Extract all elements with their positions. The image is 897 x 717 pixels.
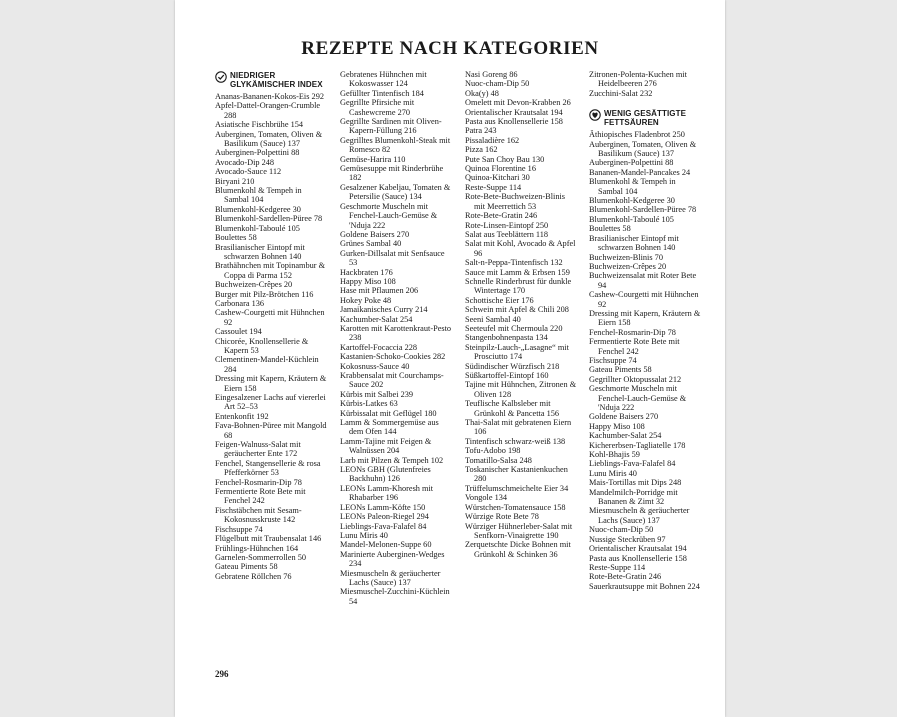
index-entry: Miesmuscheln & geräucherter Lachs (Sauce) 137 [589, 506, 690, 525]
index-entry: Bananen-Mandel-Pancakes 24 [589, 167, 691, 177]
index-entry: Mandel-Melonen-Suppe 60 [340, 540, 432, 550]
index-entry: Krabbensalat mit Courchamps-Sauce 202 [340, 371, 444, 390]
index-entry: Geschmorte Muscheln mit Fenchel-Lauch-Gemüse & 'Nduja 222 [589, 384, 687, 412]
index-entry: Hackbraten 176 [340, 267, 393, 277]
index-entry: Schnelle Rinderbrust für dunkle Wintertage 170 [465, 276, 572, 296]
column-3 [465, 70, 577, 559]
index-entry: Auberginen-Polpettini 88 [215, 148, 300, 158]
index-entry: LEONs GBH (Glutenfreies Backhuhn) 126 [340, 465, 431, 484]
entry-list [340, 70, 452, 606]
index-entry: Salat aus Teeblättern 118 [465, 229, 549, 239]
index-entry: Kürbissalat mit Geflügel 180 [340, 408, 437, 418]
entry-list [465, 70, 577, 559]
index-entry: Nuoc-cham-Dip 50 [465, 79, 530, 89]
index-entry: Buchweizen-Crêpes 20 [589, 261, 667, 271]
section-title-line1: NIEDRIGER [230, 71, 276, 80]
index-entry: Zucchini-Salat 232 [589, 88, 653, 98]
index-entry: Happy Miso 108 [340, 276, 396, 286]
index-entry: Würstchen-Tomatensauce 158 [465, 502, 566, 512]
index-entry: Kürbis mit Salbei 239 [340, 389, 414, 399]
index-entry: Seeteufel mit Chermoula 220 [465, 323, 563, 333]
index-entry: Kohl-Bhajis 59 [589, 450, 640, 460]
index-entry: Gurken-Dillsalat mit Senfsauce 53 [340, 248, 445, 268]
section-title-line2: FETTSÄUREN [604, 118, 659, 128]
index-entry: Blumenkohl & Tempeh in Sambal 104 [589, 177, 676, 196]
index-entry: Salat mit Kohl, Avocado & Apfel 96 [465, 239, 576, 258]
index-entry: Orientalischer Krautsalat 194 [589, 544, 687, 554]
index-entry: Steinpilz-Lauch-„Lasagne“ mit Prosciutto 174 [465, 342, 569, 362]
index-entry: Gegrillte Sardinen mit Oliven-Kapern-Füllung 216 [340, 117, 442, 136]
index-entry: Mandelmilch-Porridge mit Bananen & Zimt 32 [589, 487, 678, 507]
index-entry: Fenchel, Stangensellerie & rosa Pfefferkörner 53 [215, 458, 321, 478]
index-entry: Seeni Sambal 40 [465, 314, 521, 324]
index-entry: Würziger Hühnerleber-Salat mit Senfkorn-Vinaigrette 190 [465, 521, 573, 540]
index-entry: Gateau Piments 58 [589, 365, 652, 375]
index-entry: Entenkonfit 192 [215, 411, 269, 421]
index-entry: Schwein mit Apfel & Chili 208 [465, 305, 569, 315]
index-entry: Quinoa Florentine 16 [465, 164, 536, 174]
index-entry: Gegrillter Oktopussalat 212 [589, 374, 682, 384]
index-entry: Fermentierte Rote Bete mit Fenchel 242 [589, 337, 680, 356]
index-entry: Boulettes 58 [215, 233, 257, 243]
index-entry: Goldene Baisers 270 [340, 229, 410, 239]
index-entry: Lunu Miris 40 [340, 530, 388, 540]
index-entry: Stangenbohnenpasta 134 [465, 333, 548, 343]
index-entry: Dressing mit Kapern, Kräutern & Eiern 158 [215, 374, 327, 393]
section-header-low-glycemic [215, 71, 327, 89]
index-entry: Eingesalzener Lachs auf viererlei Art 52–53 [215, 393, 326, 412]
index-entry: Omelett mit Devon-Krabben 26 [465, 98, 571, 108]
index-entry: Gemüse-Harira 110 [340, 154, 406, 164]
index-entry: Karotten mit Karottenkraut-Pesto 238 [340, 323, 452, 343]
page-number: 296 [215, 669, 229, 679]
index-entry: Brasilianischer Eintopf mit schwarzen Bohnen 140 [215, 242, 305, 261]
index-entry: Nasi Goreng 86 [465, 70, 518, 79]
index-entry: Oka(y) 48 [465, 88, 499, 98]
index-entry: Nussige Steckrüben 97 [589, 534, 666, 544]
index-entry: Tomatillo-Salsa 248 [465, 455, 532, 465]
index-entry: Auberginen, Tomaten, Oliven & Basilikum (Sauce) 137 [589, 139, 697, 159]
index-entry: Patra 243 [465, 126, 497, 136]
index-entry: Zitronen-Polenta-Kuchen mit Heidelbeeren 276 [589, 70, 687, 89]
index-entry: Auberginen, Tomaten, Oliven & Basilikum (Sauce) 137 [215, 129, 323, 149]
index-entry: Vongole 134 [465, 493, 508, 503]
entry-list [589, 130, 701, 591]
index-entry: Sauce mit Lamm & Erbsen 159 [465, 267, 570, 277]
index-entry: Kartoffel-Focaccia 228 [340, 342, 418, 352]
index-entry: Marinierte Auberginen-Wedges 234 [340, 549, 445, 569]
index-entry: Kichererbsen-Tagliatelle 178 [589, 440, 686, 450]
index-entry: Burger mit Pilz-Brötchen 116 [215, 289, 314, 299]
index-entry: Fermentierte Rote Bete mit Fenchel 242 [215, 487, 306, 506]
index-entry: Dressing mit Kapern, Kräutern & Eiern 158 [589, 308, 701, 328]
index-entry: Gegrillte Pfirsiche mit Cashewcreme 270 [340, 98, 415, 117]
index-entry: Buchweizensalat mit Roter Bete 94 [589, 271, 697, 290]
index-entry: Pizza 162 [465, 145, 498, 155]
index-entry: Happy Miso 108 [589, 421, 645, 431]
index-entry: Gegrilltes Blumenkohl-Steak mit Romesco 82 [340, 135, 451, 155]
column-4 [589, 70, 701, 591]
index-entry: Kastanien-Schoko-Cookies 282 [340, 352, 446, 362]
index-entry: Pissaladière 162 [465, 135, 520, 145]
index-entry: Rote-Bete-Gratin 246 [589, 572, 662, 582]
index-entry: Hase mit Pflaumen 206 [340, 286, 419, 296]
section-header-low-saturated-fat [589, 109, 701, 127]
checkmark-circle-icon [215, 71, 227, 83]
index-entry: Fischsuppe 74 [215, 524, 263, 534]
index-entry: Ananas-Bananen-Kokos-Eis 292 [215, 92, 324, 101]
index-entry: Avocado-Dip 248 [215, 157, 275, 167]
index-entry: Fenchel-Rosmarin-Dip 78 [589, 327, 676, 337]
index-entry: Blumenkohl-Taboulé 105 [589, 214, 674, 224]
index-entry: Reste-Suppe 114 [589, 562, 646, 572]
index-entry: Kürbis-Latkes 63 [340, 399, 398, 409]
index-entry: Sauerkrautsuppe mit Bohnen 224 [589, 581, 700, 591]
index-entry: Tofu-Adobo 198 [465, 446, 521, 456]
index-entry: Blumenkohl & Tempeh in Sambal 104 [215, 186, 302, 205]
page-title: REZEPTE NACH KATEGORIEN [301, 38, 599, 59]
index-entry: Gesalzener Kabeljau, Tomaten & Petersilie (Sauce) 134 [340, 182, 451, 202]
heart-circle-icon [589, 109, 601, 121]
index-entry: Toskanischer Kastanienkuchen 280 [465, 465, 568, 484]
index-entry: Pasta aus Knollensellerie 158 [589, 553, 687, 563]
index-entry: Goldene Baisers 270 [589, 412, 659, 422]
index-entry: Pute San Choy Bau 130 [465, 154, 545, 164]
index-entry: Gateau Piments 58 [215, 562, 278, 572]
index-entry: Reste-Suppe 114 [465, 182, 522, 192]
entry-list [215, 92, 327, 581]
index-entry: Würzige Rote Bete 78 [465, 512, 539, 522]
index-columns [215, 70, 715, 660]
index-entry: Fischstäbchen mit Sesam-Kokosnusskruste 142 [215, 505, 302, 525]
index-entry: Schottische Eier 176 [465, 295, 534, 305]
index-entry: Tintenfisch schwarz-weiß 138 [465, 436, 566, 446]
index-entry: Zerquetschte Dicke Bohnen mit Grünkohl & Schinken 36 [465, 540, 571, 559]
index-entry: Blumenkohl-Sardellen-Püree 78 [589, 205, 697, 215]
column-1 [215, 70, 327, 581]
index-entry: Apfel-Dattel-Orangen-Crumble 288 [215, 101, 321, 120]
index-entry: Lamm-Tajine mit Feigen & Walnüssen 204 [340, 436, 432, 456]
index-entry: LEONs Paleon-Riegel 294 [340, 512, 429, 522]
index-entry: Gemüsesuppe mit Rinderbrühe 182 [340, 164, 444, 183]
index-entry: Nuoc-cham-Dip 50 [589, 525, 654, 535]
index-entry: Lunu Miris 40 [589, 468, 637, 478]
index-entry: Cashew-Courgetti mit Hühnchen 92 [215, 308, 325, 327]
index-entry: Salt-n-Peppa-Tintenfisch 132 [465, 258, 563, 268]
section-title-line1: WENIG GESÄTTIGTE [604, 109, 687, 119]
index-entry: Brathähnchen mit Topinambur & Coppa di Parma 152 [215, 261, 326, 280]
index-entry: Larb mit Pilzen & Tempeh 102 [340, 455, 444, 465]
index-entry: Fava-Bohnen-Püree mit Mangold 68 [215, 421, 327, 440]
index-entry: Flügelbutt mit Traubensalat 146 [215, 534, 322, 544]
index-entry: Auberginen-Polpettini 88 [589, 158, 674, 168]
index-entry: Carbonara 136 [215, 298, 265, 308]
index-entry: Pasta aus Knollensellerie 158 [465, 117, 563, 127]
index-entry: LEONs Lamm-Köfte 150 [340, 502, 426, 512]
index-entry: Süßkartoffel-Eintopf 160 [465, 371, 549, 380]
index-entry: Fischsuppe 74 [589, 355, 637, 365]
index-entry: Trüffelumschmeichelte Eier 34 [465, 483, 569, 493]
index-entry: Rote-Bete-Buchweizen-Blinis mit Meerrettich 53 [465, 192, 565, 211]
index-entry: Südindischer Würzfisch 218 [465, 361, 560, 371]
index-entry: Chicorée, Knollensellerie & Kapern 53 [215, 336, 309, 355]
index-entry: Lieblings-Fava-Falafel 84 [589, 459, 676, 469]
index-entry: Miesmuschel-Zucchini-Küchlein 54 [340, 587, 450, 606]
index-entry: Rote-Bete-Gratin 246 [465, 211, 538, 221]
index-entry: Kokosnuss-Sauce 40 [340, 361, 410, 371]
index-entry: LEONs Lamm-Khoresh mit Rhabarber 196 [340, 483, 434, 503]
index-entry: Rote-Linsen-Eintopf 250 [465, 220, 549, 230]
index-entry: Avocado-Sauce 112 [215, 167, 282, 177]
index-entry: Thai-Salat mit gebratenen Eiern 106 [465, 418, 572, 437]
entry-list [589, 70, 701, 98]
index-entry: Äthiopisches Fladenbrot 250 [589, 130, 685, 140]
index-entry: Buchweizen-Crêpes 20 [215, 280, 293, 290]
index-entry: Gebratene Röllchen 76 [215, 571, 292, 581]
index-entry: Geschmorte Muscheln mit Fenchel-Lauch-Gemüse & 'Nduja 222 [340, 201, 438, 230]
index-entry: Fenchel-Rosmarin-Dip 78 [215, 477, 302, 487]
column-2 [340, 70, 452, 606]
index-entry: Lieblings-Fava-Falafel 84 [340, 521, 427, 531]
index-entry: Quinoa-Kitchari 30 [465, 173, 530, 183]
index-entry: Biryani 210 [215, 176, 255, 186]
index-entry: Kachumber-Salat 254 [589, 431, 662, 441]
index-entry: Garnelen-Sommerrollen 50 [215, 552, 307, 562]
index-entry: Gefüllter Tintenfisch 184 [340, 88, 424, 98]
index-entry: Asiatische Fischbrühe 154 [215, 120, 304, 130]
index-entry: Mais-Tortillas mit Dips 248 [589, 478, 682, 488]
index-entry: Cashew-Courgetti mit Hühnchen 92 [589, 290, 699, 309]
index-entry: Cassoulet 194 [215, 327, 262, 337]
index-entry: Tajine mit Hühnchen, Zitronen & Oliven 128 [465, 380, 577, 399]
section-title-line2: GLYKÄMISCHER INDEX [230, 80, 323, 89]
index-entry: Jamaikanisches Curry 214 [340, 305, 428, 315]
index-entry: Kachumber-Salat 254 [340, 314, 413, 324]
index-entry: Gebratenes Hühnchen mit Kokoswasser 124 [340, 70, 427, 89]
index-entry: Lamm & Sommergemüse aus dem Ofen 144 [340, 418, 439, 437]
index-entry: Frühlings-Hühnchen 164 [215, 543, 299, 553]
index-entry: Miesmuscheln & geräucherter Lachs (Sauce) 137 [340, 568, 441, 587]
index-entry: Teuflische Kalbsleber mit Grünkohl & Pancetta 156 [465, 399, 560, 418]
book-page [175, 0, 725, 717]
index-entry: Brasilianischer Eintopf mit schwarzen Bohnen 140 [589, 233, 679, 253]
index-entry: Feigen-Walnuss-Salat mit geräucherter Ente 172 [215, 440, 301, 459]
index-entry: Blumenkohl-Kedgeree 30 [589, 196, 675, 206]
index-entry: Blumenkohl-Sardellen-Püree 78 [215, 214, 323, 224]
index-entry: Blumenkohl-Kedgeree 30 [215, 204, 301, 214]
index-entry: Orientalischer Krautsalat 194 [465, 107, 563, 117]
index-entry: Buchweizen-Blinis 70 [589, 252, 663, 262]
index-entry: Hokey Poke 48 [340, 295, 392, 305]
index-entry: Grünes Sambal 40 [340, 239, 402, 249]
index-entry: Blumenkohl-Taboulé 105 [215, 223, 300, 233]
index-entry: Clementinen-Mandel-Küchlein 284 [215, 355, 319, 374]
index-entry: Boulettes 58 [589, 224, 631, 234]
